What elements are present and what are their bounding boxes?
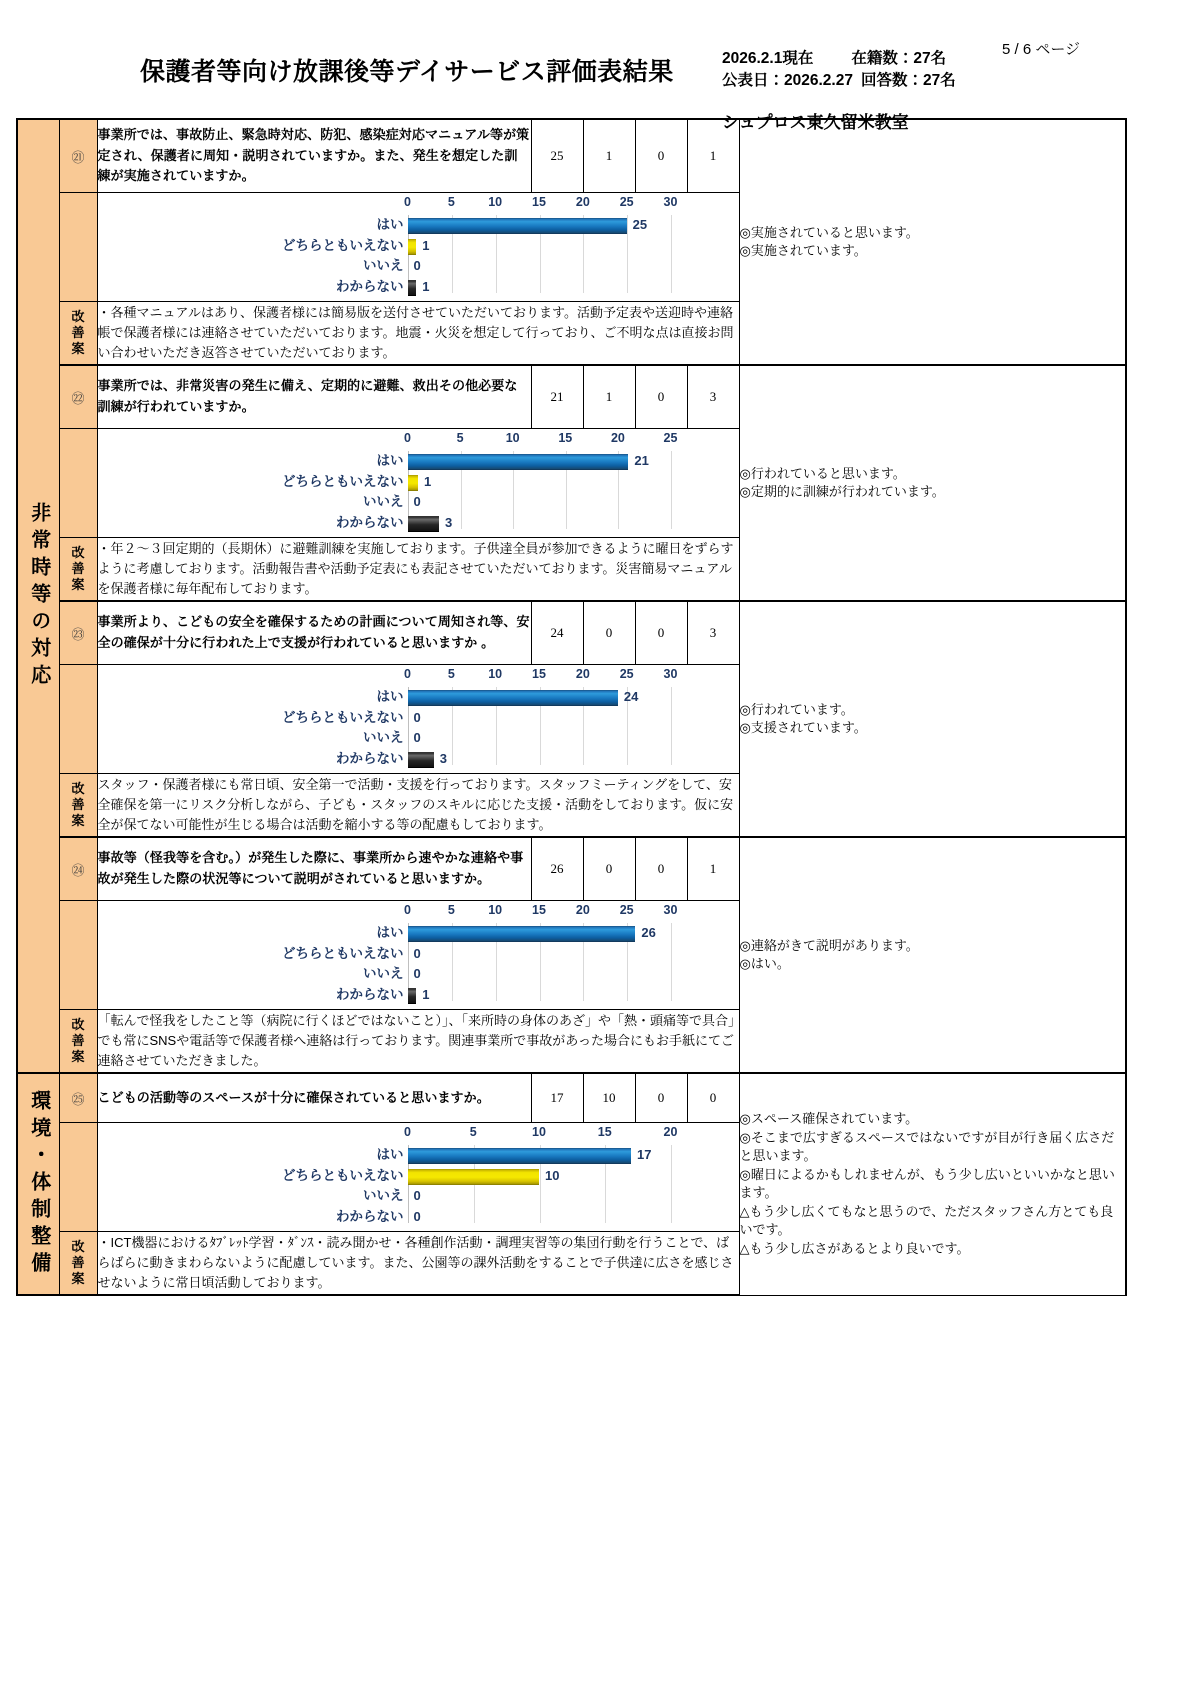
bar-category-label: わからない [336, 278, 404, 294]
bar-value-label: 25 [632, 217, 648, 232]
question-row [17, 119, 1126, 193]
improvement-text: スタッフ・保護者様にも常日頃、安全第一で活動・支援を行っております。スタッフミーティングをして、安全確保を第一にリスク分析しながら、子ども・スタッフのスキルに応じた支援・活動をしております。仮に安全が保てない可能性が生じる場合は活動を縮小する等の配慮もしております。 [97, 774, 739, 838]
axis-tick: 15 [558, 431, 573, 445]
axis-tick: 5 [447, 667, 455, 681]
bar-track [408, 708, 671, 729]
improvement-label: 改 善 案 [59, 538, 97, 602]
bar-dark [408, 516, 440, 532]
bar-category-label: わからない [336, 514, 404, 530]
comment-item: △もう少し広さがあるとより良いです。 [739, 1240, 970, 1256]
bar-category-label: どちらともいえない [282, 1167, 404, 1183]
chart-bar-row [208, 923, 729, 944]
comment-item: ◎支援されています。 [739, 720, 867, 735]
bar-track [408, 1186, 671, 1207]
improvement-label: 改 善 案 [59, 774, 97, 838]
comments-cell [739, 837, 1126, 1073]
question-row [17, 1073, 1126, 1123]
chart-bar-row [208, 492, 729, 513]
improvement-label: 改 善 案 [59, 302, 97, 366]
bar-category-label: わからない [336, 1208, 404, 1224]
chart-bar-row [208, 708, 729, 729]
axis-tick: 0 [404, 195, 411, 209]
bar-blue [408, 1148, 632, 1164]
bar-track [408, 451, 671, 472]
bar-category-label: いいえ [363, 730, 404, 745]
question-number: ㉕ [59, 1073, 97, 1123]
bar-category-label: いいえ [363, 966, 404, 981]
axis-tick: 15 [597, 1125, 612, 1139]
page-title: 保護者等向け放課後等デイサービス評価表結果 [140, 58, 674, 86]
bar-track [408, 985, 671, 1006]
axis-tick: 20 [575, 903, 590, 917]
comment-item: ◎定期的に訓練が行われています。 [739, 484, 945, 499]
answer-count-1: 1 [583, 119, 635, 193]
answer-count-2: 0 [635, 601, 687, 665]
chart-row-spacer [59, 665, 97, 774]
bar-track [408, 749, 671, 770]
bar-track [408, 1145, 671, 1166]
bar-track [408, 215, 671, 236]
facility-name: シュプロス東久留米教室 [722, 113, 909, 132]
comment-item: ◎連絡がきて説明があります。 [739, 937, 919, 953]
comment-item: ◎実施されていると思います。 [739, 224, 919, 240]
improvement-text: ・ICT機器におけるﾀﾌﾞﾚｯﾄ学習・ﾀﾞﾝｽ・読み聞かせ・各種創作活動・調理実習等の集団行動を行うことで、ばらばらに動きまわらないように配慮しています。また、公園等の課外活動をすることで子供達に広さを感じさせないように常日頃活動しております。 [97, 1232, 739, 1296]
evaluation-table [16, 118, 1127, 1296]
improvement-label: 改 善 案 [59, 1010, 97, 1074]
bar-category-label: いいえ [363, 1188, 404, 1203]
chart-bar-row [208, 1186, 729, 1207]
bar-category-label: はい [376, 1147, 404, 1162]
answer-count-0: 25 [531, 119, 583, 193]
question-number: ㉓ [59, 601, 97, 665]
chart-container [97, 429, 739, 538]
question-text: 事業所では、非常災害の発生に備え、定期的に避難、救出その他必要な訓練が行われていますか。 [97, 365, 531, 429]
answer-count-3: 1 [687, 119, 739, 193]
bar-value-label: 17 [637, 1147, 652, 1162]
bar-track [408, 923, 671, 944]
bar-value-label: 10 [545, 1167, 560, 1183]
bar-value-label: 0 [413, 709, 421, 725]
comment-item: ◎そこまで広すぎるスペースではないですが目が行き届く広さだと思います。 [739, 1129, 1115, 1164]
question-text: 事業所より、こどもの安全を確保するための計画について周知され等、安全の確保が十分に行われた上で支援が行われていると思いますか 。 [97, 601, 531, 665]
answer-count-0: 26 [531, 837, 583, 901]
bar-value-label: 0 [413, 966, 421, 981]
bar-chart [98, 1125, 739, 1233]
bar-track [408, 256, 671, 277]
answer-count-1: 0 [583, 837, 635, 901]
bar-blue [408, 218, 627, 234]
chart-x-axis [404, 903, 678, 921]
meta-enrolled-count: 在籍数：27名 [851, 50, 947, 67]
bar-yellow [408, 239, 417, 255]
bar-value-label: 0 [413, 945, 421, 961]
chart-row-spacer [59, 193, 97, 302]
chart-bar-row [208, 944, 729, 965]
answer-count-2: 0 [635, 837, 687, 901]
section-label-emergency [17, 119, 59, 1073]
section-label-text: 環境・体制整備 [27, 1089, 50, 1279]
bar-category-label: いいえ [363, 258, 404, 273]
improvement-label: 改 善 案 [59, 1232, 97, 1296]
axis-tick: 25 [663, 431, 678, 445]
axis-tick: 25 [619, 903, 634, 917]
answer-count-0: 17 [531, 1073, 583, 1123]
axis-tick: 5 [456, 431, 464, 445]
axis-tick: 10 [532, 1125, 546, 1139]
bar-track [408, 964, 671, 985]
bar-track [408, 277, 671, 298]
bar-value-label: 0 [413, 1208, 421, 1224]
bar-category-label: はい [376, 217, 404, 232]
comment-item: ◎スペース確保されています。 [739, 1111, 919, 1127]
axis-tick: 30 [663, 667, 678, 681]
comment-item: ◎行われていると思います。 [739, 465, 906, 481]
bar-value-label: 0 [413, 1188, 421, 1203]
comment-item: ◎はい。 [739, 956, 790, 971]
bar-category-label: どちらともいえない [282, 237, 404, 253]
question-number: ㉑ [59, 119, 97, 193]
chart-x-axis [404, 667, 678, 685]
answer-count-0: 24 [531, 601, 583, 665]
axis-tick: 5 [447, 195, 455, 209]
axis-tick: 30 [663, 195, 678, 209]
bar-value-label: 24 [623, 689, 639, 704]
comments-cell [739, 1073, 1126, 1295]
chart-bar-row [208, 728, 729, 749]
bar-value-label: 26 [641, 925, 656, 940]
answer-count-2: 0 [635, 365, 687, 429]
bar-chart [98, 195, 739, 303]
bar-track [408, 492, 671, 513]
chart-container [97, 901, 739, 1010]
answer-count-3: 3 [687, 365, 739, 429]
axis-tick: 20 [663, 1125, 678, 1139]
bar-value-label: 21 [634, 453, 649, 468]
chart-bar-row [208, 451, 729, 472]
section-label-text: 非常時等の対応 [27, 501, 50, 691]
bar-value-label: 1 [422, 986, 430, 1002]
axis-tick: 20 [610, 431, 625, 445]
chart-bar-row [208, 256, 729, 277]
axis-tick: 25 [619, 667, 634, 681]
axis-tick: 0 [404, 903, 411, 917]
answer-count-3: 0 [687, 1073, 739, 1123]
page-number: 5 / 6 ページ [1002, 41, 1081, 58]
question-row [17, 365, 1126, 429]
chart-row-spacer [59, 429, 97, 538]
question-row [17, 601, 1126, 665]
section-label-environment [17, 1073, 59, 1295]
answer-count-3: 3 [687, 601, 739, 665]
chart-bar-row [208, 215, 729, 236]
question-text: 事故等（怪我等を含む。）が発生した際に、事業所から速やかな連絡や事故が発生した際の状況等について説明がされていると思いますか。 [97, 837, 531, 901]
bar-blue [408, 926, 636, 942]
chart-bar-row [208, 472, 729, 493]
bar-category-label: いいえ [363, 494, 404, 509]
chart-bar-row [208, 1145, 729, 1166]
chart-x-axis [404, 195, 678, 213]
comment-item: ◎曜日によるかもしれませんが、もう少し広いといいかなと思います。 [739, 1166, 1115, 1201]
bar-dark [408, 988, 417, 1004]
chart-x-axis [404, 431, 678, 449]
axis-tick: 5 [469, 1125, 477, 1139]
bar-yellow [408, 1169, 540, 1185]
question-row [17, 837, 1126, 901]
comment-item: △もう少し広くてもなと思うので、ただスタッフさん方とても良いです。 [739, 1203, 1114, 1238]
axis-tick: 30 [663, 903, 678, 917]
bar-value-label: 1 [424, 473, 432, 489]
bar-track [408, 728, 671, 749]
chart-bar-row [208, 1207, 729, 1228]
bar-track [408, 236, 671, 257]
bar-value-label: 3 [439, 750, 448, 766]
bar-track [408, 513, 671, 534]
answer-count-1: 1 [583, 365, 635, 429]
bar-category-label: わからない [336, 986, 404, 1002]
answer-count-2: 0 [635, 1073, 687, 1123]
improvement-text: 「転んで怪我をしたこと等（病院に行くほどではないこと）」、「来所時の身体のあざ」や「熱・頭痛等で具合」でも常にSNSや電話等で保護者様へ連絡は行っております。関連事業所で事故があった場合にもお手紙にてご連絡させていただきました。 [97, 1010, 739, 1074]
answer-count-1: 10 [583, 1073, 635, 1123]
axis-tick: 0 [404, 431, 411, 445]
bar-track [408, 1207, 671, 1228]
comments-cell [739, 119, 1126, 365]
improvement-text: ・年２～３回定期的（長期休）に避難訓練を実施しております。子供達全員が参加できるように曜日をずらすように考慮しております。活動報告書や活動予定表にも表記させていただいております。災害簡易マニュアルを保護者様に毎年配布しております。 [97, 538, 739, 602]
chart-row-spacer [59, 1123, 97, 1232]
axis-tick: 20 [575, 195, 590, 209]
bar-dark [408, 280, 417, 296]
chart-container [97, 1123, 739, 1232]
bar-value-label: 3 [445, 514, 453, 530]
question-number: ㉔ [59, 837, 97, 901]
question-text: こどもの活動等のスペースが十分に確保されていると思いますか。 [97, 1073, 531, 1123]
chart-bar-row [208, 236, 729, 257]
chart-bar-row [208, 277, 729, 298]
bar-track [408, 1166, 671, 1187]
chart-bar-row [208, 513, 729, 534]
chart-bar-row [208, 1166, 729, 1187]
comments-cell [739, 601, 1126, 837]
bar-blue [408, 690, 618, 706]
axis-tick: 15 [532, 195, 546, 209]
question-number: ㉒ [59, 365, 97, 429]
axis-tick: 25 [619, 195, 634, 209]
bar-value-label: 0 [413, 258, 421, 273]
chart-bar-row [208, 687, 729, 708]
axis-tick: 10 [488, 195, 503, 209]
bar-chart [98, 431, 739, 539]
chart-container [97, 193, 739, 302]
axis-tick: 15 [532, 903, 546, 917]
axis-tick: 10 [505, 431, 520, 445]
answer-count-3: 1 [687, 837, 739, 901]
improvement-text: ・各種マニュアルはあり、保護者様には簡易版を送付させていただいております。活動予定表や送迎時や連絡帳で保護者様には連絡させていただいております。地震・火災を想定して行っており、ご不明な点は直接お問い合わせいただき返答させていただいております。 [97, 302, 739, 366]
axis-tick: 10 [488, 903, 503, 917]
bar-category-label: はい [376, 453, 404, 468]
answer-count-0: 21 [531, 365, 583, 429]
bar-value-label: 0 [413, 730, 421, 745]
axis-tick: 15 [532, 667, 546, 681]
chart-x-axis [404, 1125, 678, 1143]
bar-blue [408, 454, 629, 470]
chart-container [97, 665, 739, 774]
bar-track [408, 944, 671, 965]
axis-tick: 0 [404, 667, 411, 681]
bar-chart [98, 903, 739, 1011]
chart-row-spacer [59, 901, 97, 1010]
axis-tick: 10 [488, 667, 503, 681]
bar-category-label: どちらともいえない [282, 945, 404, 961]
meta-current-date: 2026.2.1現在 [722, 50, 814, 67]
chart-bar-row [208, 985, 729, 1006]
bar-category-label: どちらともいえない [282, 709, 404, 725]
bar-chart [98, 667, 739, 775]
bar-category-label: わからない [336, 750, 404, 766]
bar-value-label: 1 [422, 278, 430, 294]
question-text: 事業所では、事故防止、緊急時対応、防犯、感染症対応マニュアル等が策定され、保護者に周知・説明されていますか。また、発生を想定した訓練が実施されていますか。 [97, 119, 531, 193]
bar-track [408, 687, 671, 708]
bar-yellow [408, 475, 419, 491]
bar-category-label: はい [376, 925, 404, 940]
bar-track [408, 472, 671, 493]
bar-value-label: 0 [413, 494, 421, 509]
comments-cell [739, 365, 1126, 601]
comment-item: ◎実施されています。 [739, 243, 867, 258]
meta-publish-date: 公表日：2026.2.27 [722, 72, 853, 90]
bar-category-label: どちらともいえない [282, 473, 404, 489]
comment-item: ◎行われています。 [739, 701, 854, 717]
axis-tick: 5 [447, 903, 455, 917]
answer-count-1: 0 [583, 601, 635, 665]
chart-bar-row [208, 749, 729, 770]
page-header [0, 0, 1200, 132]
meta-answer-count: 回答数：27名 [860, 72, 956, 90]
axis-tick: 20 [575, 667, 590, 681]
bar-value-label: 1 [422, 237, 430, 253]
answer-count-2: 0 [635, 119, 687, 193]
bar-dark [408, 752, 434, 768]
chart-bar-row [208, 964, 729, 985]
bar-category-label: はい [376, 689, 404, 704]
axis-tick: 0 [404, 1125, 411, 1139]
header-meta [722, 48, 956, 93]
